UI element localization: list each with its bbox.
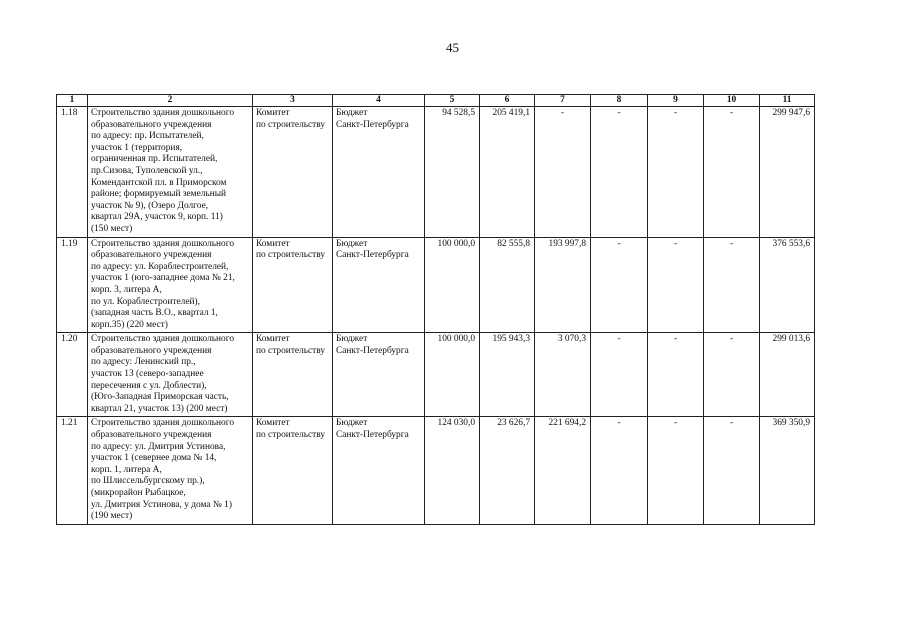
column-header: 10 (704, 95, 760, 107)
item-funding-source-line: Санкт-Петербурга (336, 119, 409, 130)
item-funding-source (333, 107, 425, 238)
amount-col10: - (704, 237, 760, 333)
column-header: 3 (253, 95, 333, 107)
amount-col9: - (648, 237, 704, 333)
amount-col10: - (704, 417, 760, 524)
amount-total: 299 947,6 (760, 107, 815, 238)
column-header: 9 (648, 95, 704, 107)
item-code: 1.18 (57, 107, 88, 238)
column-header: 8 (591, 95, 648, 107)
item-description-line: участок № 9), (Озеро Долгое, (91, 200, 209, 211)
item-funding-source-line: Бюджет (336, 418, 368, 429)
item-description-line: Комендантской пл. в Приморском (91, 177, 227, 188)
column-header: 5 (425, 95, 480, 107)
item-description-line: районе; формируемый земельный (91, 189, 227, 200)
amount-col7: 3 070,3 (535, 333, 591, 417)
item-description-line: квартал 29А, участок 9, корп. 11) (91, 212, 223, 223)
table-row (57, 417, 815, 524)
item-code: 1.19 (57, 237, 88, 333)
item-description-line: (190 мест) (91, 511, 133, 522)
item-organization (253, 237, 333, 333)
amount-col8: - (591, 417, 648, 524)
amount-col5: 100 000,0 (425, 237, 480, 333)
item-organization (253, 333, 333, 417)
item-code: 1.20 (57, 333, 88, 417)
amount-col6: 23 626,7 (480, 417, 535, 524)
amount-total: 369 350,9 (760, 417, 815, 524)
table-row (57, 333, 815, 417)
item-description-line: Строительство здания дошкольного (91, 108, 235, 118)
item-description-line: (150 мест) (91, 223, 133, 234)
header-row (57, 95, 815, 107)
item-funding-source-line: Санкт-Петербурга (336, 345, 409, 356)
item-description-line: по адресу: Ленинский пр., (91, 357, 196, 368)
program-table (56, 94, 815, 525)
amount-total: 299 013,6 (760, 333, 815, 417)
amount-col8: - (591, 237, 648, 333)
item-description-line: образовательного учреждения (91, 430, 212, 441)
item-description-line: корп.35) (220 мест) (91, 319, 168, 330)
column-header: 4 (333, 95, 425, 107)
amount-col5: 124 030,0 (425, 417, 480, 524)
item-description-line: по ул. Кораблестроителей), (91, 296, 200, 307)
column-header: 2 (88, 95, 253, 107)
column-header: 1 (57, 95, 88, 107)
item-description-line: Строительство здания дошкольного (91, 238, 235, 249)
item-description (88, 107, 253, 238)
item-description-line: образовательного учреждения (91, 119, 212, 130)
amount-col10: - (704, 333, 760, 417)
amount-col8: - (591, 107, 648, 238)
item-funding-source (333, 333, 425, 417)
item-description-line: по адресу: ул. Кораблестроителей, (91, 261, 229, 272)
amount-col7: 221 694,2 (535, 417, 591, 524)
item-funding-source (333, 417, 425, 524)
item-description-line: участок 13 (северо-западнее (91, 369, 204, 380)
item-funding-source-line: Бюджет (336, 334, 368, 345)
item-description (88, 237, 253, 333)
item-organization-line: по строительству (256, 345, 326, 356)
amount-col6: 82 555,8 (480, 237, 535, 333)
item-description-line: по адресу: пр. Испытателей, (91, 131, 204, 142)
item-description (88, 333, 253, 417)
item-organization-line: Комитет (256, 108, 290, 118)
table-row (57, 107, 815, 238)
item-description (88, 417, 253, 524)
item-organization-line: Комитет (256, 334, 290, 345)
amount-col6: 195 943,3 (480, 333, 535, 417)
item-organization (253, 417, 333, 524)
amount-col9: - (648, 417, 704, 524)
item-funding-source (333, 237, 425, 333)
column-header: 6 (480, 95, 535, 107)
column-header: 7 (535, 95, 591, 107)
amount-col9: - (648, 107, 704, 238)
amount-col6: 205 419,1 (480, 107, 535, 238)
item-code: 1.21 (57, 417, 88, 524)
item-organization-line: по строительству (256, 119, 326, 130)
item-description-line: пр.Сизова, Туполевской ул., (91, 165, 203, 176)
amount-total: 376 553,6 (760, 237, 815, 333)
item-organization-line: Комитет (256, 238, 290, 249)
item-funding-source-line: Бюджет (336, 238, 368, 249)
item-organization-line: Комитет (256, 418, 290, 429)
item-description-line: участок 1 (территория, (91, 142, 183, 153)
table-row (57, 237, 815, 333)
item-description-line: образовательного учреждения (91, 345, 212, 356)
column-header: 11 (760, 95, 815, 107)
item-funding-source-line: Санкт-Петербурга (336, 250, 409, 261)
item-description-line: Строительство здания дошкольного (91, 418, 235, 429)
item-funding-source-line: Бюджет (336, 108, 368, 118)
item-description-line: по адресу: ул. Дмитрия Устинова, (91, 441, 226, 452)
item-description-line: (микрорайон Рыбацкое, (91, 488, 186, 498)
amount-col5: 100 000,0 (425, 333, 480, 417)
item-description-line: квартал 21, участок 13) (200 мест) (91, 403, 228, 414)
amount-col7: 193 997,8 (535, 237, 591, 333)
item-description-line: (Юго-Западная Приморская часть, (91, 392, 229, 403)
item-description-line: Строительство здания дошкольного (91, 334, 235, 345)
item-description-line: корп. 3, литера А, (91, 284, 162, 295)
amount-col10: - (704, 107, 760, 238)
amount-col5: 94 528,5 (425, 107, 480, 238)
item-funding-source-line: Санкт-Петербурга (336, 430, 409, 441)
item-description-line: ограниченная пр. Испытателей, (91, 154, 218, 165)
amount-col9: - (648, 333, 704, 417)
item-organization-line: по строительству (256, 250, 326, 261)
item-organization-line: по строительству (256, 430, 326, 441)
item-description-line: (западная часть В.О., квартал 1, (91, 308, 218, 319)
page-number: 45 (446, 40, 459, 55)
item-organization (253, 107, 333, 238)
amount-col7: - (535, 107, 591, 238)
item-description-line: участок 1 (юго-западнее дома № 21, (91, 273, 235, 284)
item-description-line: пересечения с ул. Доблести), (91, 380, 207, 391)
amount-col8: - (591, 333, 648, 417)
item-description-line: ул. Дмитрия Устинова, у дома № 1) (91, 499, 232, 510)
item-description-line: корп. 1, литера А, (91, 464, 162, 475)
item-description-line: участок 1 (севернее дома № 14, (91, 453, 217, 464)
item-description-line: образовательного учреждения (91, 250, 212, 261)
item-description-line: по Шлиссельбургскому пр.), (91, 476, 205, 487)
